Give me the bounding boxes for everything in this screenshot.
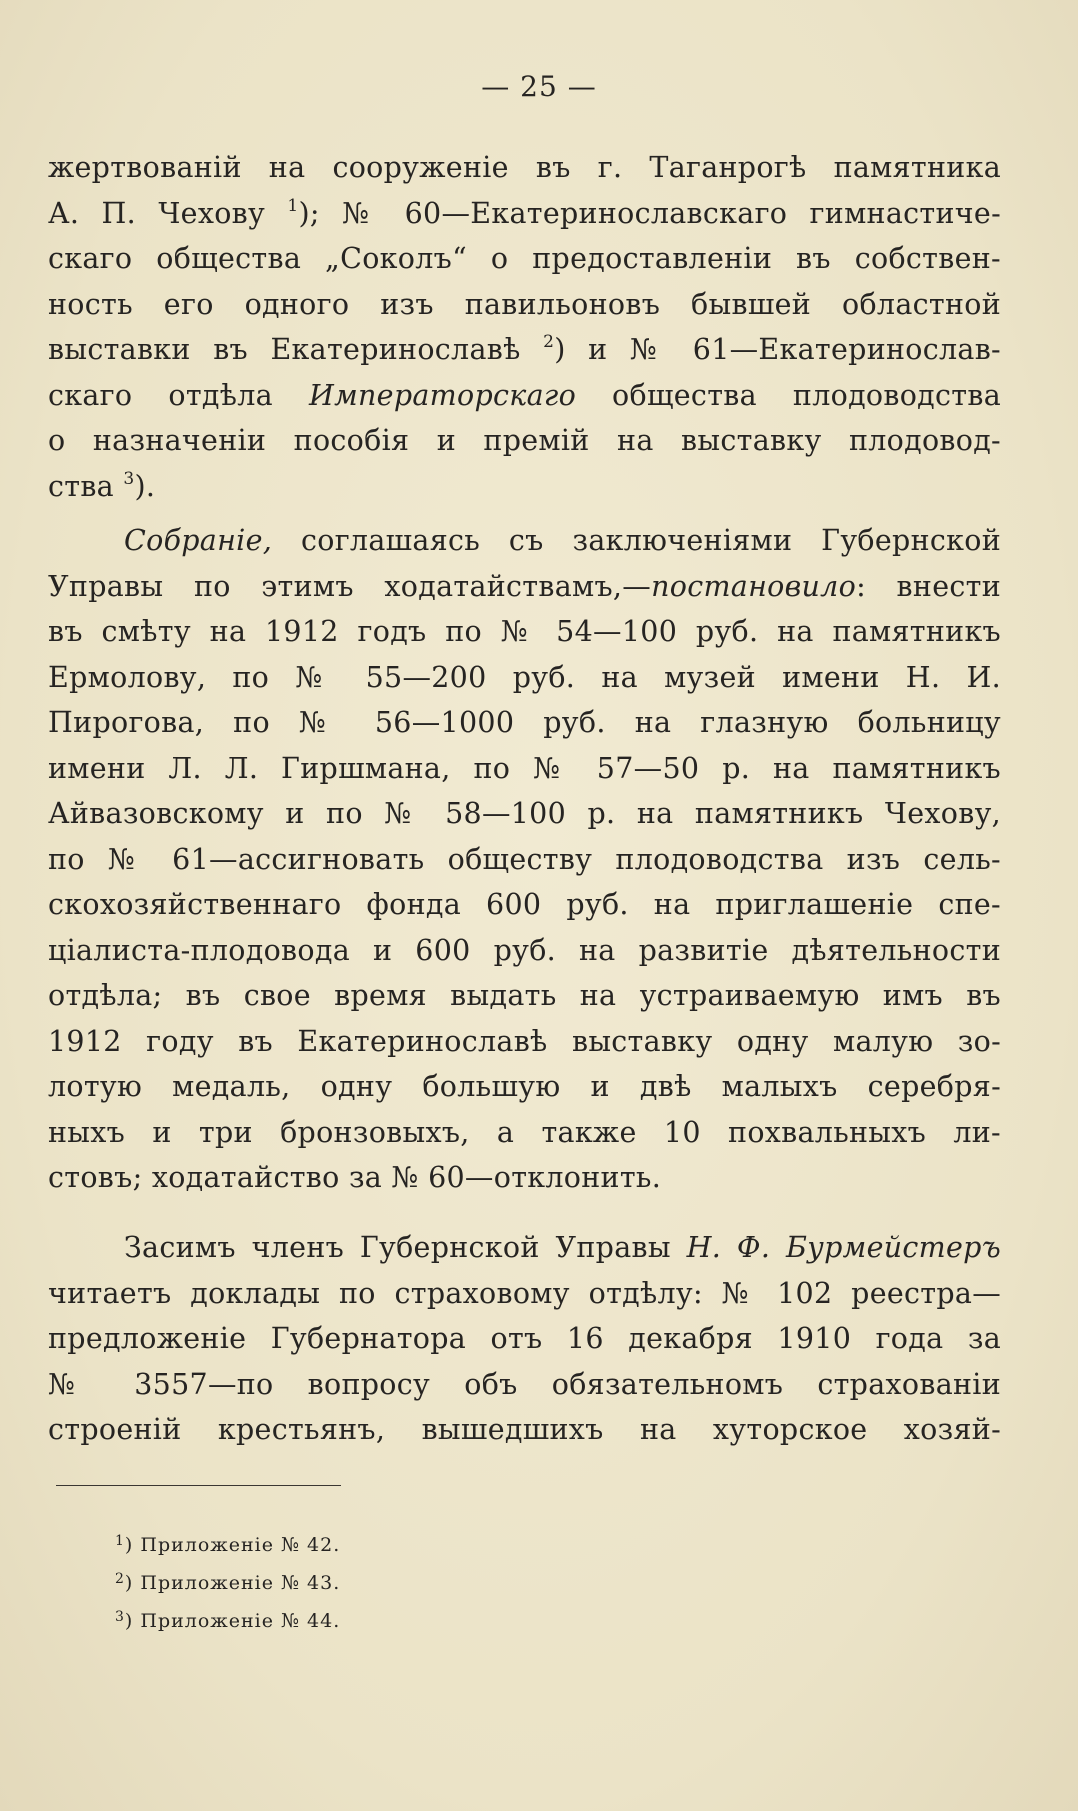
text-line bbox=[48, 145, 1001, 191]
text-run: Айвазовскому и по № 58—100 р. на памятникъ Чехову, bbox=[48, 797, 1001, 830]
text-line bbox=[48, 1064, 1001, 1110]
text-line bbox=[48, 882, 1001, 928]
text-run: имени Л. Л. Гиршмана, по № 57—50 р. на памятникъ bbox=[48, 751, 1001, 785]
text-line bbox=[48, 1316, 1001, 1362]
text-line bbox=[48, 1362, 1001, 1408]
text-line bbox=[48, 1110, 1001, 1156]
text-run: лотую медаль, одну большую и двѣ малыхъ серебря- bbox=[48, 1070, 1001, 1103]
footnote-text: ) Приложеніе № 43. bbox=[124, 1572, 341, 1594]
footnote-mark: 2 bbox=[115, 1571, 125, 1587]
text-run: Пирогова, по № 56—1000 руб. на глазную больницу bbox=[48, 706, 1001, 739]
italic-text: постановило bbox=[651, 569, 857, 603]
text-run: по № 61—ассигновать обществу плодоводства изъ сель- bbox=[48, 842, 1001, 876]
text-line bbox=[48, 418, 1001, 464]
text-run: Засимъ членъ Губернской Управы bbox=[124, 1231, 687, 1264]
text-run: ность его одного изъ павильоновъ бывшей областной bbox=[48, 287, 1001, 321]
text-run: скаго отдѣла bbox=[48, 378, 309, 412]
text-line bbox=[48, 837, 1001, 883]
italic-text: Собраніе, bbox=[124, 524, 273, 557]
text-line bbox=[48, 564, 1001, 610]
text-run: выставки въ Екатеринославѣ bbox=[48, 333, 544, 366]
text-line bbox=[48, 973, 1001, 1019]
text-line bbox=[48, 191, 1001, 237]
italic-text: Н. Ф. Бурмейстеръ bbox=[686, 1231, 1001, 1264]
text-line bbox=[48, 518, 1001, 564]
text-run: отдѣла; въ свое время выдать на устраиваемую имъ въ bbox=[48, 979, 1001, 1012]
text-line bbox=[48, 1407, 1001, 1453]
text-line bbox=[48, 700, 1001, 746]
paragraph-2 bbox=[48, 518, 1001, 1201]
footnotes bbox=[115, 1524, 340, 1638]
footnote bbox=[115, 1524, 340, 1562]
text-run: скаго общества „Соколъ“ о предоставленіи въ собствен- bbox=[48, 242, 1001, 275]
text-line bbox=[48, 1155, 1001, 1201]
text-line bbox=[48, 928, 1001, 974]
page-number: — 25 — bbox=[481, 70, 597, 103]
text-line bbox=[48, 655, 1001, 701]
text-line bbox=[48, 373, 1001, 419]
footnote-mark: 1 bbox=[115, 1533, 125, 1549]
text-run: 1912 году въ Екатеринославѣ выставку одну малую зо- bbox=[48, 1024, 1001, 1058]
text-run: соглашаясь съ заключеніями Губернской bbox=[272, 524, 1001, 557]
text-line bbox=[48, 282, 1001, 328]
footnote-mark: 3 bbox=[115, 1609, 125, 1625]
text-run: скохозяйственнаго фонда 600 руб. на приглашеніе спе- bbox=[48, 888, 1001, 921]
text-run: : внести bbox=[856, 569, 1001, 603]
footnote-text: ) Приложеніе № 42. bbox=[124, 1534, 341, 1556]
text-run: стовъ; ходатайство за № 60—отклонить. bbox=[48, 1161, 662, 1194]
text-line bbox=[48, 236, 1001, 282]
footnote bbox=[115, 1562, 340, 1600]
text-line bbox=[48, 327, 1001, 373]
text-run: въ смѣту на 1912 годъ по № 54—100 руб. на памятникъ bbox=[48, 615, 1001, 648]
text-line bbox=[48, 1019, 1001, 1065]
text-run: ціалиста-плодовода и 600 руб. на развитіе дѣятельности bbox=[48, 933, 1001, 967]
text-run: Управы по этимъ ходатайствамъ,— bbox=[48, 569, 652, 603]
text-run: А. П. Чехову bbox=[48, 196, 288, 230]
text-run: жертвованій на сооруженіе въ г. Таганрогѣ памятника bbox=[48, 151, 1001, 184]
text-run: ); № 60—Екатеринославскаго гимнастиче- bbox=[298, 196, 1001, 230]
text-run: строеній крестьянъ, вышедшихъ на хуторское хозяй- bbox=[48, 1413, 1001, 1446]
text-run: № 3557—по вопросу объ обязательномъ страхованіи bbox=[48, 1367, 1001, 1401]
text-run: общества плодоводства bbox=[576, 378, 1001, 412]
footnote-divider bbox=[56, 1485, 341, 1486]
paragraph-1 bbox=[48, 145, 1001, 509]
text-line bbox=[48, 791, 1001, 837]
text-line bbox=[48, 746, 1001, 792]
footnote-text: ) Приложеніе № 44. bbox=[124, 1610, 341, 1632]
footnote bbox=[115, 1600, 340, 1638]
text-run: предложеніе Губернатора отъ 16 декабря 1910 года за bbox=[48, 1322, 1001, 1355]
text-line bbox=[48, 464, 1001, 510]
paragraph-3 bbox=[48, 1225, 1001, 1453]
text-line bbox=[48, 1271, 1001, 1317]
text-run: Ермолову, по № 55—200 руб. на музей имени Н. И. bbox=[48, 660, 1001, 694]
text-run: ства bbox=[48, 469, 124, 503]
text-run: ныхъ и три бронзовыхъ, а также 10 похвальныхъ ли- bbox=[48, 1115, 1001, 1149]
italic-text: Императорскаго bbox=[308, 378, 577, 412]
text-run: ). bbox=[134, 469, 156, 503]
footnote-reference: 1 bbox=[287, 195, 299, 216]
text-run: о назначеніи пособія и премій на выставку плодовод- bbox=[48, 424, 1001, 457]
text-run: читаетъ доклады по страховому отдѣлу: № 102 реестра— bbox=[48, 1276, 1001, 1310]
footnote-reference: 3 bbox=[123, 468, 135, 489]
text-line bbox=[48, 1225, 1001, 1271]
footnote-reference: 2 bbox=[543, 332, 555, 352]
text-run: ) и № 61—Екатеринослав- bbox=[554, 333, 1001, 366]
text-line bbox=[48, 609, 1001, 655]
